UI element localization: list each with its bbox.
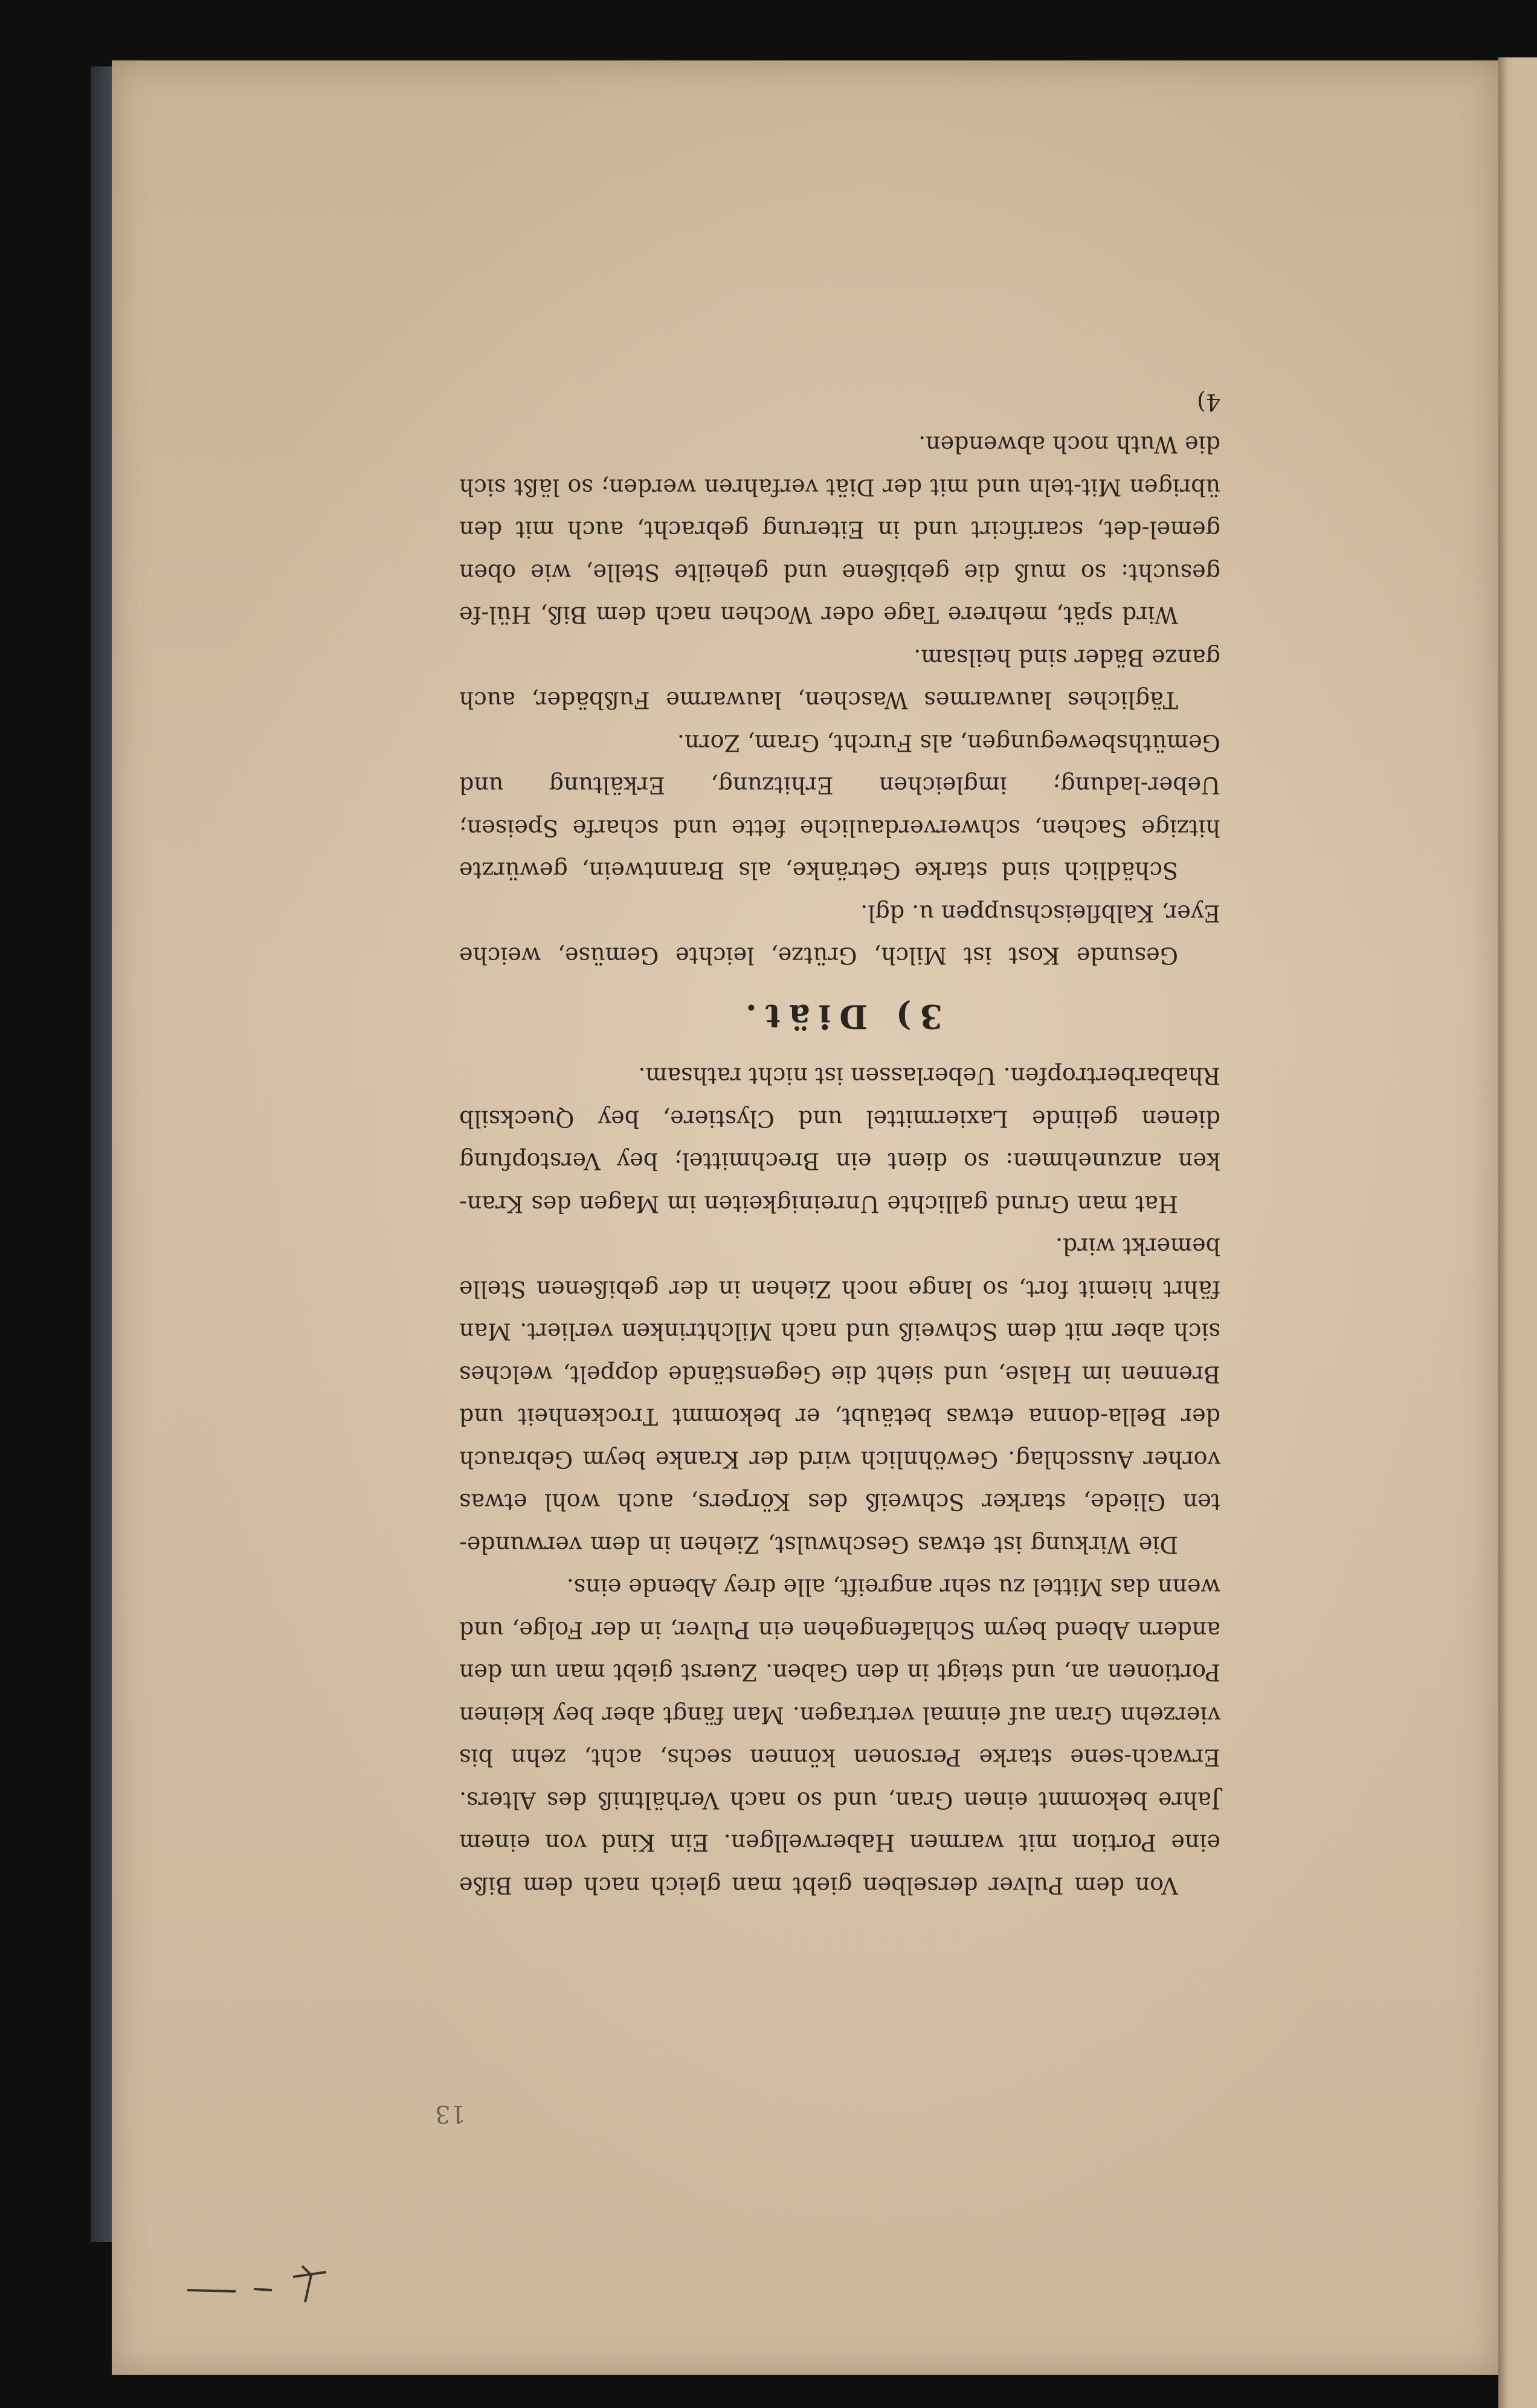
paragraph-6: Tägliches lauwarmes Waschen, lauwarme Fußbäder, auch ganze Bäder sind heilsam. xyxy=(459,644,1220,714)
paragraph-4: Gesunde Kost ist Milch, Grütze, leichte Gemüse, weiche Eyer, Kalbfleischsuppen u. dgl. xyxy=(459,900,1220,969)
paragraph-7: Wird spät, mehrere Tage oder Wochen nach dem Biß, Hül-fe gesucht: so muß die gebißene und geheilte Stelle, wie oben gemel-det, scarificirt und in Eiterung gebracht, auch mit den übrigen Mit-teln und mit der Diät verfahren werden; so läßt sich die Wuth noch abwenden. xyxy=(459,431,1220,628)
paragraph-1: Von dem Pulver derselben giebt man gleich nach dem Biße eine Portion mit warmen Haberwellgen. Ein Kind von einem Jahre bekommt einen Gran, und so nach Verhältniß des Alters. Erwach-sene starke Personen können sechs, acht, zehn bis vierzehn Gran auf einmal vertragen. Man fängt aber bey kleinen Portionen an, und steigt in den Gaben. Zuerst giebt man um den andern Abend beym Schlafengehen ein Pulver, in der Folge, und wenn das Mittel zu sehr angreift, alle drey Abende eins. xyxy=(459,1574,1220,1899)
margin-note: 13 xyxy=(435,2100,466,2128)
pencil-marks xyxy=(181,2260,362,2308)
upside-down-text-block xyxy=(459,369,1220,1907)
section-heading-diet: 3) Diät. xyxy=(737,997,942,1036)
adjacent-page-edge xyxy=(1498,57,1537,2408)
paragraph-5: Schädlich sind starke Getränke, als Branntwein, gewürzte hitzige Sachen, schwerverdauliche fette und scharfe Speisen; Ueber-ladung; imgleichen Erhitzung, Erkältung und Gemüthsbewegungen, als Furcht, Gram, Zorn. xyxy=(459,729,1220,884)
paragraph-3: Hat man Grund gallichte Unreinigkeiten im Magen des Kran-ken anzunehmen: so dient ein Brechmittel; bey Verstopfung dienen gelinde Laxiermittel und Clystiere, bey Quecksilb Rhabarbertropfen. Ueberlassen ist nicht rathsam. xyxy=(459,1063,1220,1218)
page-number: 4) xyxy=(1196,389,1220,416)
paragraph-2: Die Wirkung ist etwas Geschwulst, Ziehen in dem verwunde-ten Gliede, starker Schweiß des Körpers, auch wohl etwas vorher Ausschlag. Gewöhnlich wird der Kranke beym Gebrauch der Bella-donna etwas betäubt, er bekommt Trockenheit und Brennen im Halse, und sieht die Gegenstände doppelt, welches sich aber mit dem Schweiß und nach Milchtrinken verliert. Man fährt hiemit fort, so lange noch Ziehen in der gebißenen Stelle bemerkt wird. xyxy=(459,1233,1220,1558)
